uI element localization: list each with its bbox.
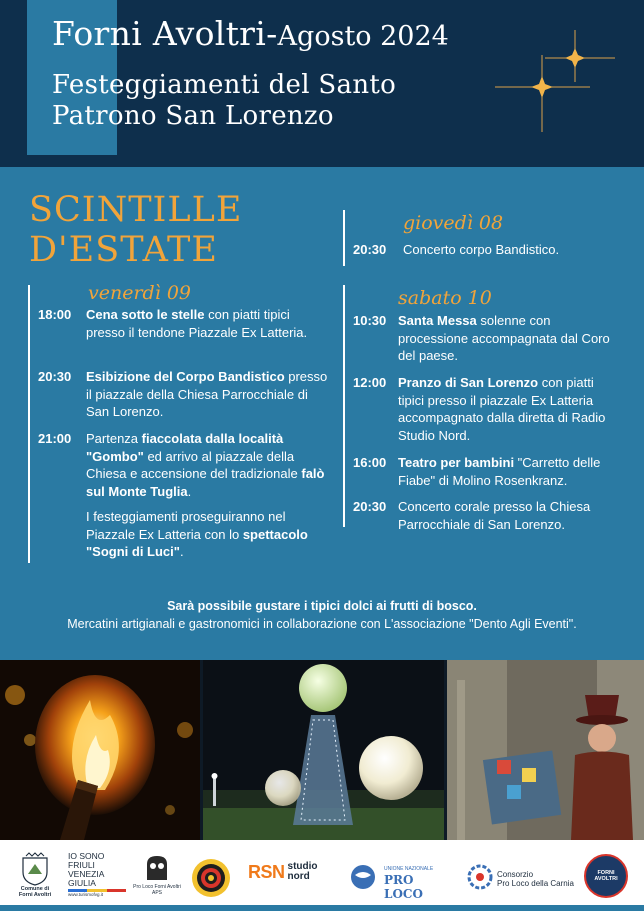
fvg-line-1: IO SONO <box>68 851 105 861</box>
entry-text <box>353 454 615 489</box>
entry-text <box>353 374 615 444</box>
rsn-mark: RSN <box>248 862 285 882</box>
subtitle-line-1: Festeggiamenti del Santo <box>52 70 397 100</box>
municipal-crest-icon <box>20 852 50 886</box>
schedule-entry <box>38 368 328 421</box>
schedule-entry <box>353 454 615 489</box>
schedule-entry <box>38 430 328 500</box>
entry-text <box>38 306 328 341</box>
sparkle-stars-icon <box>495 30 615 135</box>
schedule-entry <box>353 241 623 259</box>
entry-time: 10:30 <box>353 313 387 328</box>
unpli-line-1: UNIONE NAZIONALE <box>384 866 434 872</box>
proloco-forni-logo <box>133 852 181 904</box>
entry-highlight: Teatro per bambini <box>398 455 515 470</box>
fvg-line-4: GIULIA <box>68 878 96 888</box>
unpli-line-2: PRO LOCO <box>384 873 423 901</box>
subtitle-line-2: Patrono San Lorenzo <box>52 101 334 131</box>
footer-note <box>0 597 644 633</box>
schedule-entry <box>38 508 328 561</box>
entry-highlight: Santa Messa <box>398 313 477 328</box>
entry-time: 20:30 <box>38 369 72 384</box>
entry-time: 12:00 <box>353 375 387 390</box>
fvg-line-2: FRIULI <box>68 860 95 870</box>
fri-column-rule <box>28 285 30 563</box>
entry-highlight: spettacolo "Sogni di Luci" <box>86 526 308 559</box>
sat-column-rule <box>343 285 345 527</box>
entry-highlight: Pranzo di San Lorenzo <box>398 375 539 390</box>
unpli-logo <box>350 852 450 904</box>
entry-time: 18:00 <box>38 307 72 322</box>
page-subtitle <box>52 70 396 132</box>
entry-text <box>38 508 328 561</box>
entry-rest: "Carretto delle Fiabe" di Molino Rosenkranz. <box>398 455 601 488</box>
entry-rest: con piatti tipici presso il piazzale Ex Latteria accompagnato dalla diretta di Radio Studio Nord. <box>398 375 606 443</box>
torch-photo <box>0 660 200 840</box>
entry-time: 16:00 <box>353 455 387 470</box>
storyteller-photo <box>447 660 644 840</box>
consorzio-emblem-icon <box>467 864 493 890</box>
entry-rest: con piatti tipici presso il tendone Piazzale Ex Latteria. <box>86 307 308 340</box>
entry-pre: I festeggiamenti proseguiranno nel Piazzale Ex Latteria con lo <box>86 509 286 542</box>
entry-time: 21:00 <box>38 431 72 446</box>
entry-mid: ed arrivo al piazzale della Chiesa e accensione del tradizionale <box>86 448 302 481</box>
title-month: Agosto 2024 <box>277 21 449 52</box>
entry-highlight: Cena sotto le stelle <box>86 307 205 322</box>
event-title-line-1: SCINTILLE <box>29 190 243 230</box>
sponsor-logo-bar <box>0 840 644 911</box>
schedule-entry <box>38 306 328 341</box>
title-place: Forni Avoltri- <box>52 14 278 53</box>
entry-text: Concerto corpo Bandistico. <box>403 242 560 257</box>
entry-time: 20:30 <box>353 242 387 257</box>
day-heading-thursday: giovedì 08 <box>403 212 504 234</box>
rsn-line-1: studio <box>287 861 318 872</box>
entry-rest: solenne con processione accompagnata dal Coro del paese. <box>398 313 610 363</box>
entry-highlight-2: falò sul Monte Tuglia <box>86 466 325 499</box>
event-title <box>29 190 242 270</box>
unpli-globe-icon <box>350 864 376 890</box>
consorzio-line-2: Pro Loco della Carnia <box>497 879 574 888</box>
photo-strip <box>0 660 644 840</box>
entry-text <box>353 312 615 365</box>
day-heading-saturday: sabato 10 <box>398 287 492 309</box>
schedule-entry <box>353 374 615 444</box>
entry-highlight: Esibizione del Corpo Bandistico <box>86 369 285 384</box>
header-banner <box>0 0 644 167</box>
proloco-forni-label: Pro Loco Forni Avoltri APS <box>133 884 181 896</box>
rsn-logo <box>248 862 328 911</box>
target-logo-icon <box>190 852 232 904</box>
event-title-line-2: D'ESTATE <box>29 230 218 270</box>
entry-end: . <box>187 483 192 499</box>
comune-logo <box>14 852 56 904</box>
schedule-entry <box>353 498 615 533</box>
thu-column-rule <box>343 210 345 266</box>
page-title <box>52 14 449 53</box>
consorzio-logo <box>467 852 577 904</box>
schedule-entry <box>353 312 615 365</box>
comune-label: Comune di Forni Avoltri <box>18 886 52 898</box>
entry-highlight: fiaccolata dalla località "Gombo" <box>86 431 284 464</box>
proloco-forni-icon <box>141 852 173 884</box>
fvg-logo <box>68 852 126 904</box>
entry-end: . <box>179 544 184 559</box>
forni-avoltri-badge <box>584 854 630 906</box>
entry-text <box>38 430 328 500</box>
day-heading-friday: venerdì 09 <box>88 282 191 304</box>
entry-pre: Partenza <box>86 431 142 446</box>
entry-rest: presso il piazzale della Chiesa Parrocchiale di San Lorenzo. <box>86 369 328 419</box>
light-sculpture-photo <box>203 660 444 840</box>
rsn-line-2: nord <box>287 871 310 882</box>
footer-note-line-1: Sarà possibile gustare i tipici dolci ai frutti di bosco. <box>167 599 477 613</box>
entry-text: Concerto corale presso la Chiesa Parrocchiale di San Lorenzo. <box>398 499 591 532</box>
bottom-edge-bar <box>0 905 644 911</box>
footer-note-line-2: Mercatini artigianali e gastronomici in collaborazione con L'associazione "Dento Agli Eventi". <box>67 617 577 631</box>
fvg-url: www.turismofvg.it <box>68 892 104 897</box>
entry-text <box>38 368 328 421</box>
badge-label: FORNI AVOLTRI <box>584 854 628 898</box>
fvg-line-3: VENEZIA <box>68 869 105 879</box>
rsn-wordmark <box>288 862 318 882</box>
consorzio-line-1: Consorzio <box>497 870 534 879</box>
consorzio-text <box>497 870 574 888</box>
entry-time: 20:30 <box>353 499 387 514</box>
